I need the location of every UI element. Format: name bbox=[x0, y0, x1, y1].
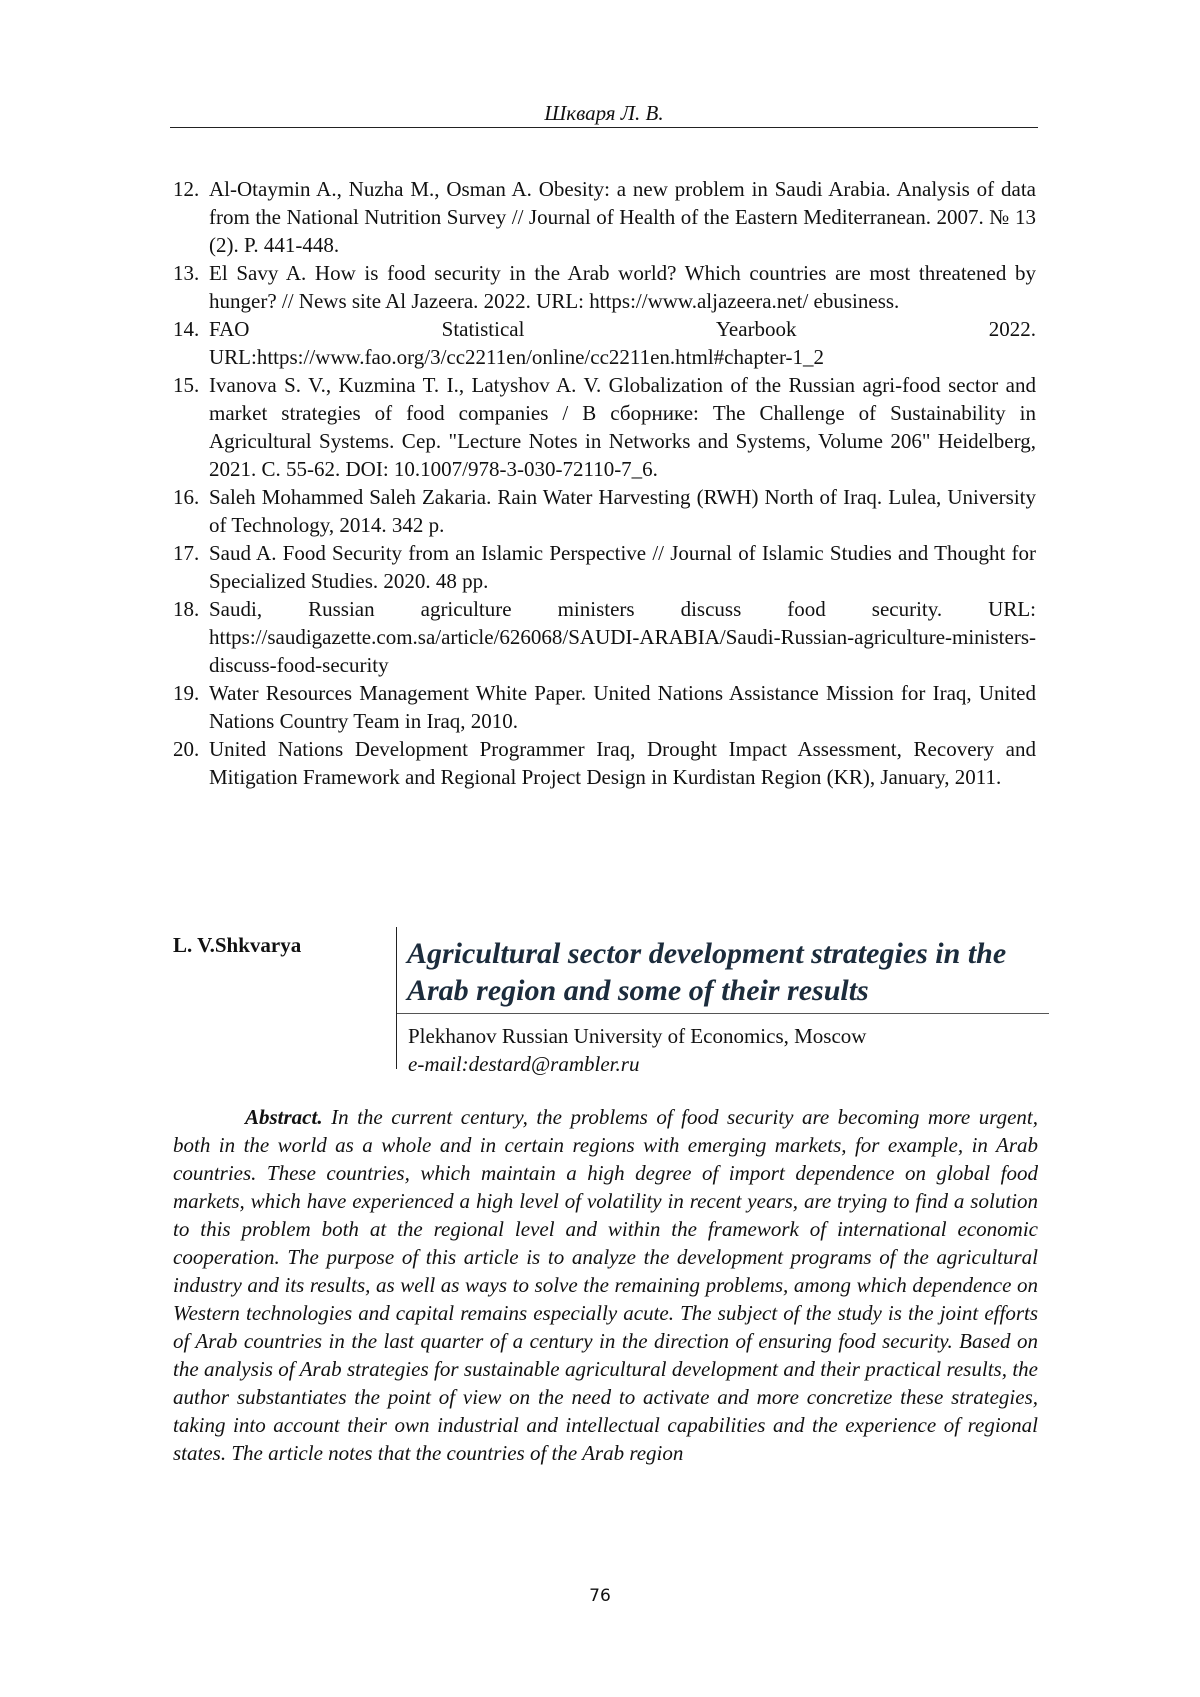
reference-text: Saudi, Russian agriculture ministers discuss food security. URL: https://saudigazette.com.sa/article/626068/SAUDI-ARABIA/Saudi-Russian-agriculture-ministers-discuss-food-security bbox=[209, 597, 1036, 677]
reference-item bbox=[170, 175, 1036, 259]
article-title-block bbox=[396, 927, 1049, 1076]
author-email: e-mail:destard@rambler.ru bbox=[408, 1052, 640, 1076]
author-name: L. V.Shkvarya bbox=[173, 933, 302, 957]
reference-number: 12. bbox=[173, 177, 200, 201]
reference-text: El Savy A. How is food security in the Arab world? Which countries are most threatened by hunger? // News site Al Jazeera. 2022. URL: https://www.aljazeera.net/ ebusiness. bbox=[209, 261, 1036, 313]
abstract-label: Abstract. bbox=[245, 1105, 323, 1129]
reference-number: 18. bbox=[173, 597, 200, 621]
reference-item bbox=[170, 735, 1036, 791]
reference-item bbox=[170, 371, 1036, 483]
running-header: Шкваря Л. В. bbox=[544, 101, 664, 125]
reference-item bbox=[170, 483, 1036, 539]
reference-text: FAO Statistical Yearbook 2022. URL:https://www.fao.org/3/cc2211en/online/cc2211en.html#chapter-1_2 bbox=[209, 317, 1036, 369]
reference-text: Saleh Mohammed Saleh Zakaria. Rain Water Harvesting (RWH) North of Iraq. Lulea, University of Technology, 2014. 342 p. bbox=[209, 485, 1036, 537]
abstract-text: In the current century, the problems of food security are becoming more urgent, both in the world as a whole and in certain regions with emerging markets, for example, in Arab countries. These countries, which maintain a high degree of import dependence on global food markets, which have experienced a high level of volatility in recent years, are trying to find a solution to this problem both at the regional level and within the framework of international economic cooperation. The purpose of this article is to analyze the development programs of the agricultural industry and its results, as well as ways to solve the remaining problems, among which dependence on Western technologies and capital remains especially acute. The subject of the study is the joint efforts of Arab countries in the last quarter of a century in the direction of ensuring food security. Based on the analysis of Arab strategies for sustainable agricultural development and their practical results, the author substantiates the point of view on the need to activate and more concretize these strategies, taking into account their own industrial and intellectual capabilities and the experience of regional states. The article notes that the countries of the Arab region bbox=[173, 1105, 1038, 1465]
reference-number: 16. bbox=[173, 485, 200, 509]
reference-text: Al-Otaymin A., Nuzha M., Osman A. Obesity: a new problem in Saudi Arabia. Analysis of data from the National Nutrition Survey // Journal of Health of the Eastern Mediterranean. 2007. № 13 (2). P. 441-448. bbox=[209, 177, 1036, 257]
reference-number: 17. bbox=[173, 541, 200, 565]
reference-number: 14. bbox=[173, 317, 200, 341]
abstract bbox=[173, 1103, 1038, 1467]
reference-text: Saud A. Food Security from an Islamic Perspective // Journal of Islamic Studies and Thought for Specialized Studies. 2020. 48 pp. bbox=[209, 541, 1036, 593]
reference-item bbox=[170, 595, 1036, 679]
author-affiliation: Plekhanov Russian University of Economics, Moscow bbox=[408, 1024, 867, 1048]
header-rule bbox=[170, 127, 1038, 128]
reference-text: Water Resources Management White Paper. United Nations Assistance Mission for Iraq, United Nations Country Team in Iraq, 2010. bbox=[209, 681, 1036, 733]
reference-text: United Nations Development Programmer Iraq, Drought Impact Assessment, Recovery and Mitigation Framework and Regional Project Design in Kurdistan Region (KR), January, 2011. bbox=[209, 737, 1036, 789]
article-title: Agricultural sector development strategies in the Arab region and some of their results bbox=[397, 927, 1049, 1014]
reference-item bbox=[170, 679, 1036, 735]
reference-item bbox=[170, 539, 1036, 595]
reference-number: 20. bbox=[173, 737, 200, 761]
reference-list bbox=[170, 175, 1036, 791]
reference-number: 15. bbox=[173, 373, 200, 397]
reference-number: 13. bbox=[173, 261, 200, 285]
reference-text: Ivanova S. V., Kuzmina T. I., Latyshov A. V. Globalization of the Russian agri-food sector and market strategies of food companies / В сборнике: The Challenge of Sustainability in Agricultural Systems. Сер. "Lecture Notes in Networks and Systems, Volume 206" Heidelberg, 2021. С. 55-62. DOI: 10.1007/978-3-030-72110-7_6. bbox=[209, 373, 1036, 481]
reference-number: 19. bbox=[173, 681, 200, 705]
reference-item bbox=[170, 259, 1036, 315]
page-number: 76 bbox=[589, 1586, 611, 1606]
reference-item bbox=[170, 315, 1036, 371]
